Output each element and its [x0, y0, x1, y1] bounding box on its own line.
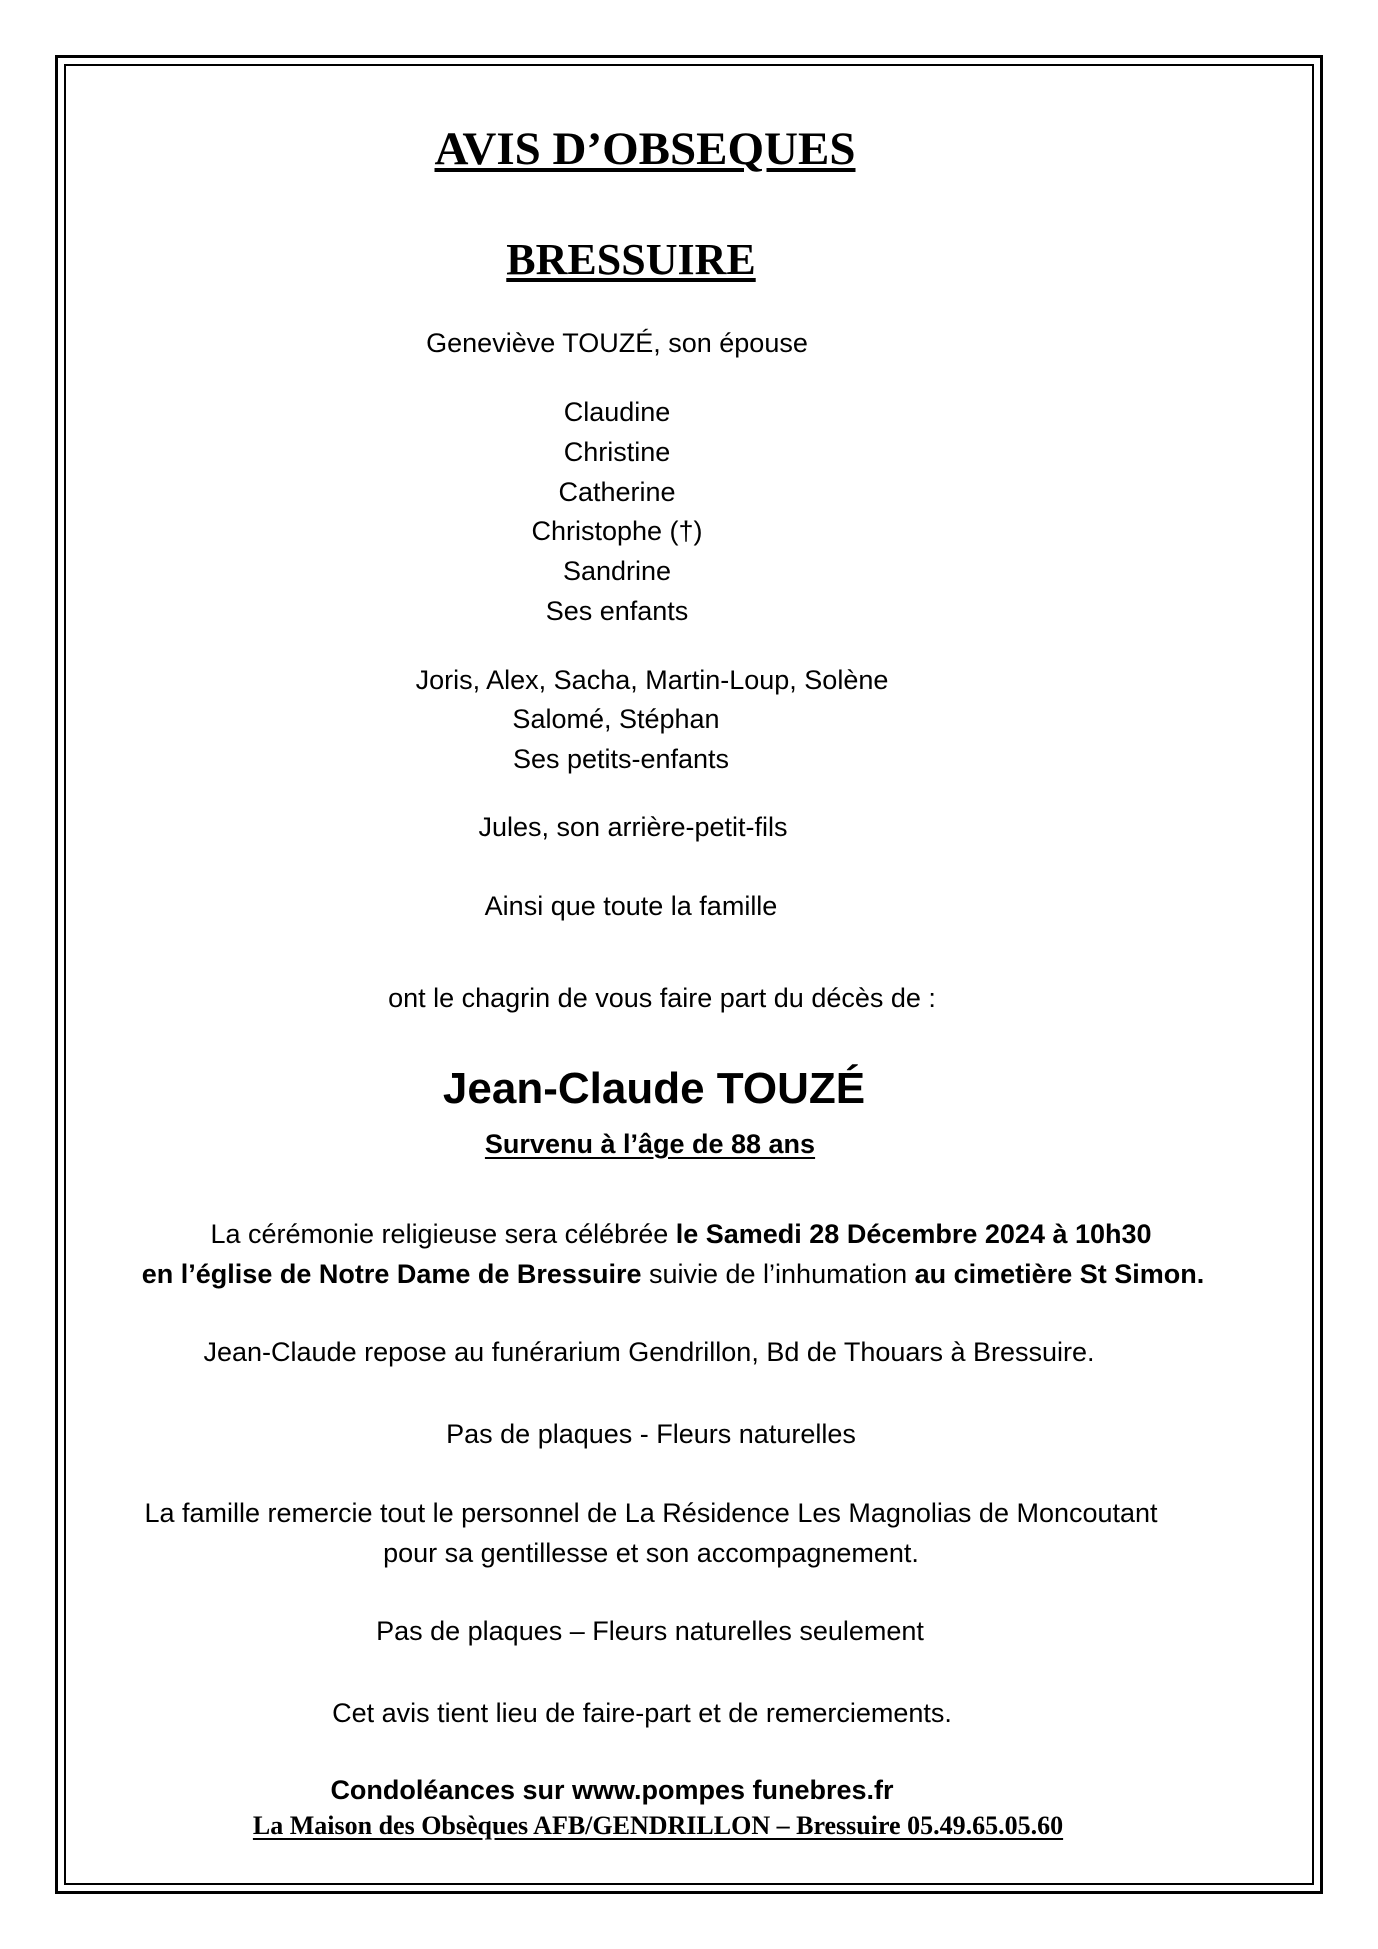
age-line: Survenu à l’âge de 88 ans — [484, 1129, 816, 1159]
child-name: Catherine — [558, 477, 676, 507]
grandchildren-line-2: Salomé, Stéphan — [512, 704, 720, 734]
announcement-line: ont le chagrin de vous faire part du décès de : — [388, 983, 936, 1013]
ceremony-text: suivie de l’inhumation — [641, 1259, 915, 1289]
ceremony-church: en l’église de Notre Dame de Bressuire — [141, 1259, 642, 1289]
child-name: Claudine — [563, 397, 671, 427]
grandchildren-line-1: Joris, Alex, Sacha, Martin-Loup, Solène — [415, 665, 889, 695]
ceremony-line-1 — [210, 1221, 1151, 1248]
condolences-line: Condoléances sur www.pompes funebres.fr — [330, 1775, 894, 1805]
funeral-home-line: Jean-Claude repose au funérarium Gendrillon, Bd de Thouars à Bressuire. — [203, 1337, 1095, 1367]
city-heading: BRESSUIRE — [506, 235, 756, 284]
child-name: Sandrine — [562, 556, 672, 586]
flowers-only-line: Pas de plaques – Fleurs naturelles seulement — [376, 1616, 924, 1646]
child-name: Christine — [563, 437, 671, 467]
spouse-line: Geneviève TOUZÉ, son épouse — [426, 328, 808, 358]
grandchildren-label: Ses petits-enfants — [512, 744, 730, 774]
great-grandchild-line: Jules, son arrière-petit-fils — [478, 812, 788, 842]
ceremony-cemetery: au cimetière St Simon. — [914, 1259, 1205, 1289]
ceremony-text: La cérémonie religieuse sera célébrée — [210, 1219, 676, 1249]
ceremony-line-2 — [142, 1261, 1204, 1288]
deceased-name: Jean-Claude TOUZÉ — [442, 1064, 866, 1113]
company-line: La Maison des Obsèques AFB/GENDRILLON – Bressuire 05.49.65.05.60 — [252, 1811, 1064, 1840]
flowers-line: Pas de plaques - Fleurs naturelles — [446, 1419, 856, 1449]
notice-line: Cet avis tient lieu de faire-part et de remerciements. — [332, 1698, 952, 1728]
ceremony-date: le Samedi 28 Décembre 2024 à 10h30 — [675, 1219, 1152, 1249]
child-name: Christophe (†) — [531, 516, 703, 546]
family-line: Ainsi que toute la famille — [484, 891, 778, 921]
children-label: Ses enfants — [545, 596, 689, 626]
thanks-line-1: La famille remercie tout le personnel de La Résidence Les Magnolias de Moncoutant — [144, 1498, 1158, 1528]
notice-title: AVIS D’OBSEQUES — [434, 123, 856, 175]
thanks-line-2: pour sa gentillesse et son accompagnement. — [383, 1538, 919, 1568]
